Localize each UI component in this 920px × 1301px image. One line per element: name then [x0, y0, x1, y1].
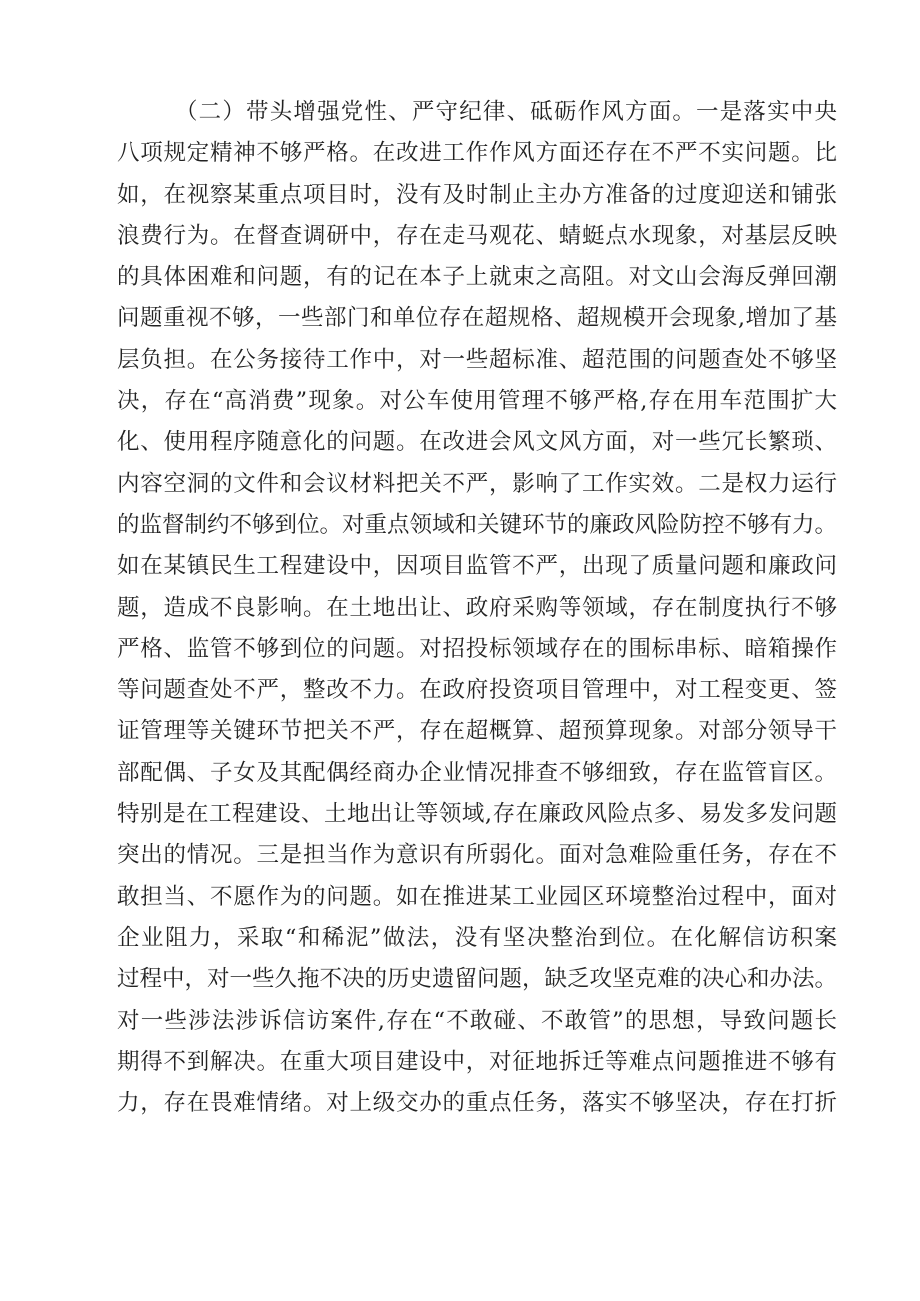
paragraph-line: 过程中，对一些久拖不决的历史遗留问题，缺乏攻坚克难的决心和办法。 [117, 966, 837, 993]
paragraph-line: 的监督制约不够到位。对重点领域和关键环节的廉政风险防控不够有力。 [117, 511, 837, 538]
paragraph-line: 问题重视不够，一些部门和单位存在超规格、超规模开会现象,增加了基 [117, 305, 837, 332]
paragraph-line: 突出的情况。三是担当作为意识有所弱化。面对急难险重任务，存在不 [117, 842, 837, 869]
paragraph-line: 的具体困难和问题，有的记在本子上就束之高阻。对文山会海反弹回潮 [117, 264, 837, 291]
paragraph-line: 化、使用程序随意化的问题。在改进会风文风方面，对一些冗长繁琐、 [117, 429, 837, 456]
paragraph-line: 对一些涉法涉诉信访案件,存在“不敢碰、不敢管”的思想，导致问题长 [117, 1007, 837, 1034]
paragraph-line: （二）带头增强党性、严守纪律、砥砺作风方面。一是落实中央 [175, 99, 837, 125]
paragraph-line: 证管理等关键环节把关不严，存在超概算、超预算现象。对部分领导干 [117, 718, 837, 745]
paragraph-line: 决，存在“高消费”现象。对公车使用管理不够严格,存在用车范围扩大 [117, 388, 837, 415]
paragraph-line: 特别是在工程建设、土地出让等领域,存在廉政风险点多、易发多发问题 [117, 801, 837, 828]
paragraph-line: 如在某镇民生工程建设中，因项目监管不严，出现了质量问题和廉政问 [117, 553, 837, 580]
paragraph-line: 部配偶、子女及其配偶经商办企业情况排查不够细致，存在监管盲区。 [117, 759, 837, 786]
paragraph-line: 八项规定精神不够严格。在改进工作作风方面还存在不严不实问题。比 [117, 140, 837, 167]
paragraph-line: 如，在视察某重点项目时，没有及时制止主办方准备的过度迎送和铺张 [117, 181, 837, 208]
paragraph-line: 内容空洞的文件和会议材料把关不严，影响了工作实效。二是权力运行 [117, 470, 837, 497]
paragraph-line: 期得不到解决。在重大项目建设中，对征地拆迁等难点问题推进不够有 [117, 1048, 837, 1075]
paragraph-line: 题，造成不良影响。在土地出让、政府采购等领域，存在制度执行不够 [117, 594, 837, 621]
paragraph-line: 浪费行为。在督查调研中，存在走马观花、蜻蜓点水现象，对基层反映 [117, 222, 837, 249]
body-paragraph [117, 92, 837, 1124]
paragraph-line: 严格、监管不够到位的问题。对招投标领域存在的围标串标、暗箱操作 [117, 635, 837, 662]
paragraph-line: 力，存在畏难情绪。对上级交办的重点任务，落实不够坚决，存在打折 [117, 1090, 837, 1117]
paragraph-line: 等问题查处不严，整改不力。在政府投资项目管理中，对工程变更、签 [117, 677, 837, 704]
paragraph-line: 层负担。在公务接待工作中，对一些超标准、超范围的问题查处不够坚 [117, 346, 837, 373]
paragraph-line: 企业阻力，采取“和稀泥”做法，没有坚决整治到位。在化解信访积案 [117, 924, 837, 951]
paragraph-line: 敢担当、不愿作为的问题。如在推进某工业园区环境整治过程中，面对 [117, 883, 837, 910]
